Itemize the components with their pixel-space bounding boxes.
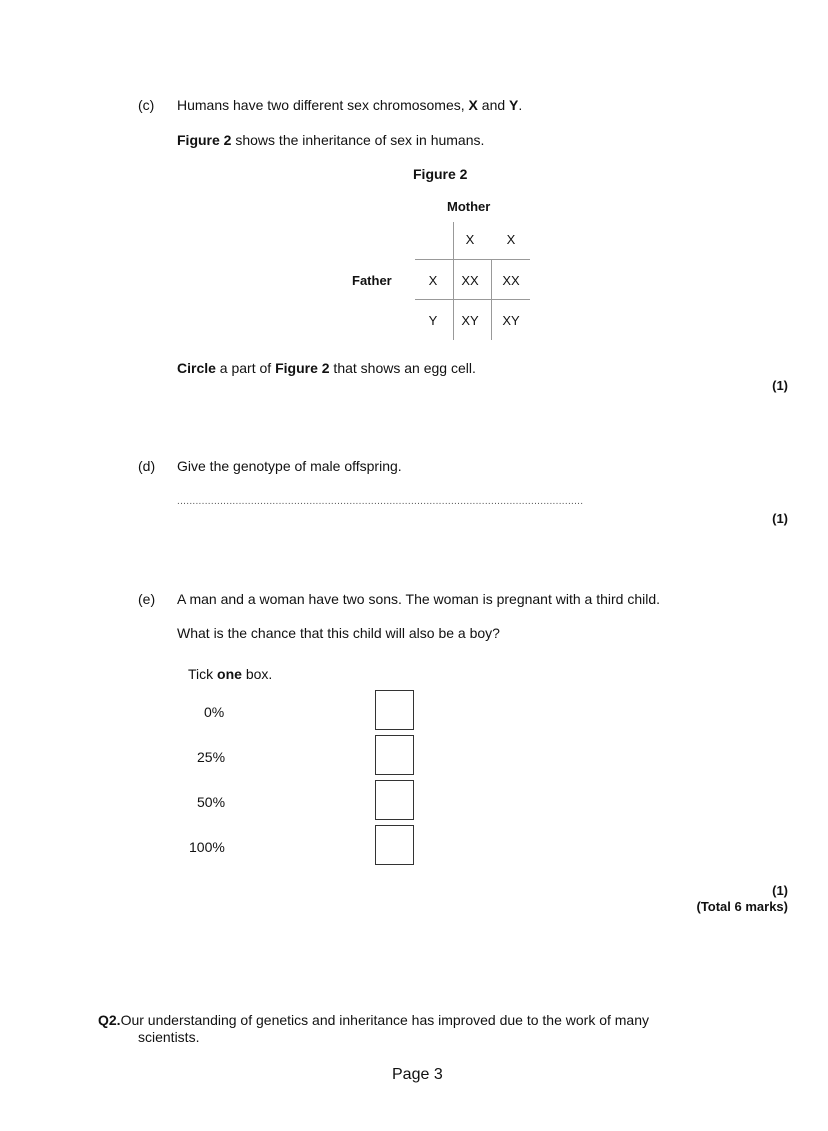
- part-c-label: (c): [138, 97, 155, 113]
- part-e-marks: (1): [772, 883, 788, 898]
- text: shows the inheritance of sex in humans.: [231, 132, 485, 148]
- text: that shows an egg cell.: [329, 360, 476, 376]
- text-bold: Figure 2: [275, 360, 330, 376]
- figure-title: Figure 2: [413, 166, 468, 182]
- part-c-line2: [177, 132, 484, 148]
- part-d-marks: (1): [772, 511, 788, 526]
- text-bold: Y: [509, 97, 519, 113]
- text: a part of: [215, 360, 276, 376]
- tick-box-50[interactable]: [375, 780, 414, 820]
- mother-label: Mother: [447, 199, 491, 214]
- text: Humans have two different sex chromosomes,: [177, 97, 469, 113]
- text: Our understanding of genetics and inheritance has improved due to the work of many: [120, 1012, 650, 1028]
- part-e-line1: A man and a woman have two sons. The woman is pregnant with a third child.: [177, 591, 661, 607]
- option-label-0: 0%: [204, 704, 225, 720]
- text: and: [477, 97, 510, 113]
- text-bold: X: [468, 97, 478, 113]
- text: Tick: [188, 666, 218, 682]
- answer-line[interactable]: ....................................................................................................................................: [177, 496, 584, 507]
- part-c-marks: (1): [772, 378, 788, 393]
- text: box.: [241, 666, 273, 682]
- punnett-cell: XX: [461, 273, 479, 288]
- part-c-instruction: [177, 360, 476, 376]
- option-label-50: 50%: [197, 794, 226, 810]
- part-e-label: (e): [138, 591, 156, 607]
- punnett-cell: XY: [461, 313, 479, 328]
- part-c-line1: [177, 97, 522, 113]
- father-allele-2: Y: [428, 313, 438, 328]
- father-label: Father: [352, 273, 392, 288]
- grid-divider: [491, 260, 492, 340]
- tick-instruction: [188, 666, 272, 682]
- grid-divider: [453, 222, 454, 340]
- mother-allele-2: X: [506, 232, 516, 247]
- tick-box-100[interactable]: [375, 825, 414, 865]
- text-bold: one: [217, 666, 242, 682]
- q2-line2: scientists.: [138, 1029, 200, 1045]
- part-e-line2: What is the chance that this child will also be a boy?: [177, 625, 500, 641]
- option-label-25: 25%: [197, 749, 226, 765]
- total-marks: (Total 6 marks): [696, 899, 788, 914]
- punnett-cell: XX: [502, 273, 520, 288]
- q2-line1: [98, 1012, 649, 1028]
- text-bold: Circle: [177, 360, 216, 376]
- q2-number: Q2.: [98, 1012, 121, 1028]
- text: .: [518, 97, 523, 113]
- grid-divider: [415, 259, 530, 260]
- page-number: Page 3: [392, 1066, 443, 1083]
- part-d-label: (d): [138, 458, 156, 474]
- part-d-question: Give the genotype of male offspring.: [177, 458, 402, 474]
- punnett-cell: XY: [502, 313, 520, 328]
- mother-allele-1: X: [465, 232, 475, 247]
- option-label-100: 100%: [189, 839, 225, 855]
- text-bold: Figure 2: [177, 132, 232, 148]
- tick-box-25[interactable]: [375, 735, 414, 775]
- tick-box-0[interactable]: [375, 690, 414, 730]
- grid-divider: [415, 299, 530, 300]
- father-allele-1: X: [428, 273, 438, 288]
